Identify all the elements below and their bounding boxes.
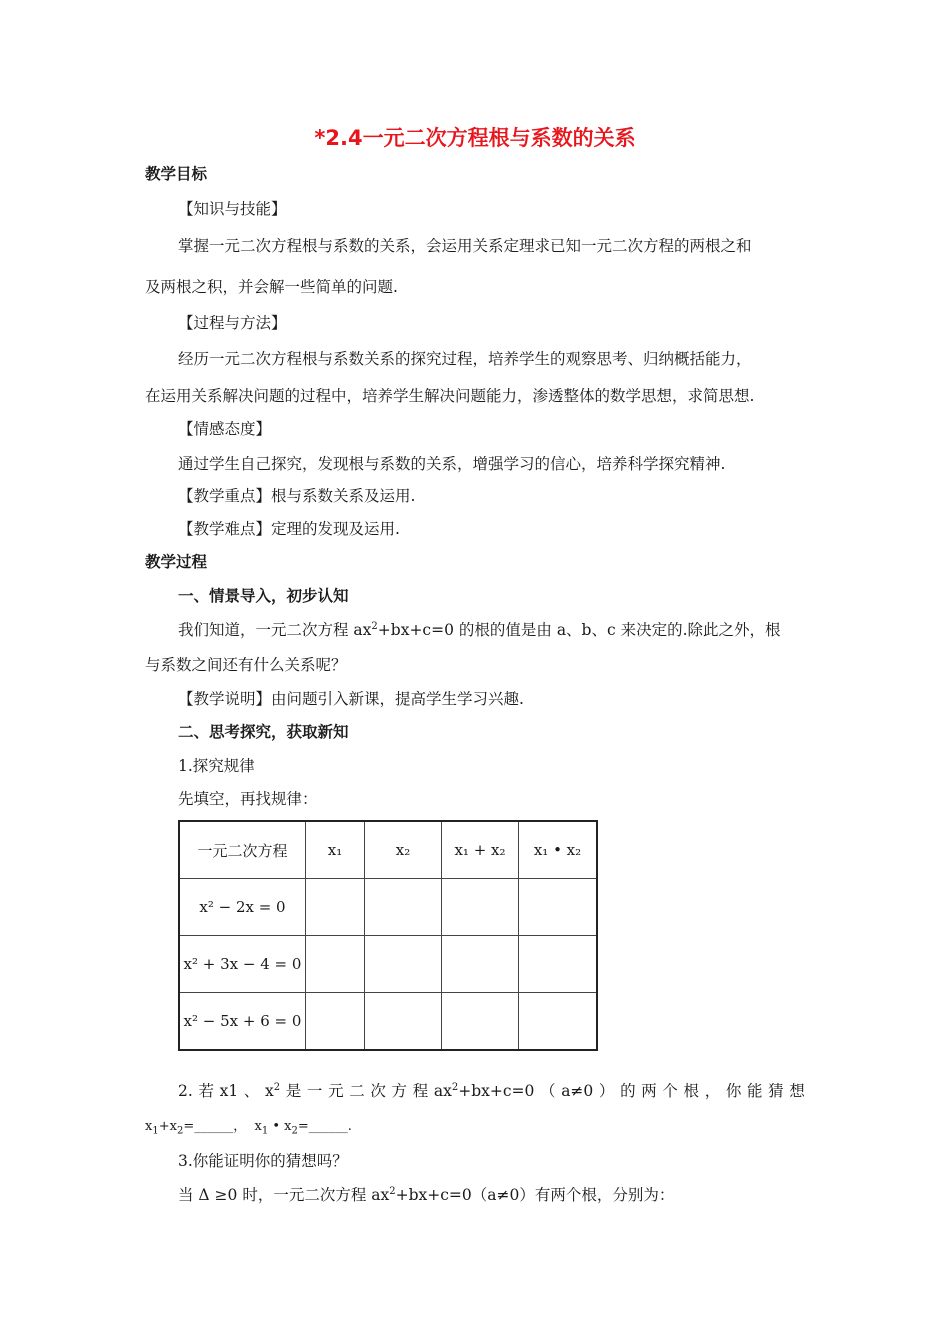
blank-cell — [365, 879, 442, 936]
blank-cell — [365, 993, 442, 1051]
part1-note: 【教学说明】由问题引入新课，提高学生学习兴趣. — [178, 690, 524, 708]
equation-cell: x² − 5x + 6 = 0 — [179, 993, 306, 1051]
blank-cell — [306, 993, 365, 1051]
table-header-row — [179, 821, 597, 879]
table-header-sum: x₁ + x₂ — [442, 821, 519, 879]
roots-table — [178, 820, 598, 1051]
part1-text-1: 我们知道，一元二次方程 $ax^2+bx+c=0$ 的根的值是由 a、b、c 来决定的.除此之外，根 — [178, 620, 781, 639]
part2-heading: 二、思考探究，获取新知 — [178, 723, 349, 741]
table-header-product: x₁ • x₂ — [519, 821, 598, 879]
table-header-equation: 一元二次方程 — [179, 821, 306, 879]
blank-cell — [306, 936, 365, 993]
blank-cell — [519, 993, 598, 1051]
process-heading: 教学过程 — [145, 553, 208, 571]
blank-cell — [365, 936, 442, 993]
table-header-x2: x₂ — [365, 821, 442, 879]
process-text-2: 在运用关系解决问题的过程中，培养学生解决问题能力，渗透整体的数学思想，求简思想. — [145, 387, 755, 405]
page-title: *2.4一元二次方程根与系数的关系 — [314, 126, 636, 150]
equation-cell: x² + 3x − 4 = 0 — [179, 936, 306, 993]
step3-text: 当 Δ ≥0 时，一元二次方程 $ax^2+bx+c=0(a\ne 0)$有两个根，分别为： — [178, 1185, 675, 1204]
table-row — [179, 993, 597, 1051]
blank-cell — [442, 879, 519, 936]
emotion-text: 通过学生自己探究，发现根与系数的关系，增强学习的信心，培养科学探究精神. — [178, 455, 726, 473]
step3: 3.你能证明你的猜想吗？ — [178, 1152, 348, 1170]
blank-cell — [519, 879, 598, 936]
table-row — [179, 879, 597, 936]
step1-text: 先填空，再找规律： — [178, 790, 318, 808]
table-header-x1: x₁ — [306, 821, 365, 879]
process-text-1: 经历一元二次方程根与系数关系的探究过程，培养学生的观察思考、归纳概括能力， — [178, 350, 752, 368]
blank-cell — [442, 936, 519, 993]
blank-cell — [306, 879, 365, 936]
emotion-label: 【情感态度】 — [178, 420, 272, 438]
process-label: 【过程与方法】 — [178, 314, 287, 332]
difficulty: 【教学难点】定理的发现及运用. — [178, 520, 400, 538]
knowledge-label: 【知识与技能】 — [178, 200, 287, 218]
blank-cell — [519, 936, 598, 993]
step1: 1.探究规律 — [178, 757, 255, 775]
part1-heading: 一、情景导入，初步认知 — [178, 587, 349, 605]
question-2-line-1: 2. 若 x1 、 $x^2$ 是 一 元 二 次 方 程 $ax^2+bx+c=0$ （ a≠0 ） 的 两 个 根 ， 你 能 猜 想 — [178, 1081, 805, 1100]
question-2-line-2: $x_1+x_2=\_\_\_\_\_\_$， $x_1$ • $x_2=\_\_\_\_\_\_$. — [145, 1119, 352, 1137]
key-point: 【教学重点】根与系数关系及运用. — [178, 487, 416, 505]
equation-cell: x² − 2x = 0 — [179, 879, 306, 936]
blank-cell — [442, 993, 519, 1051]
knowledge-text-1: 掌握一元二次方程根与系数的关系，会运用关系定理求已知一元二次方程的两根之和 — [178, 237, 752, 255]
part1-text-2: 与系数之间还有什么关系呢？ — [145, 656, 347, 674]
table-row — [179, 936, 597, 993]
knowledge-text-2: 及两根之积，并会解一些简单的问题. — [145, 278, 398, 296]
objectives-heading: 教学目标 — [145, 165, 208, 183]
